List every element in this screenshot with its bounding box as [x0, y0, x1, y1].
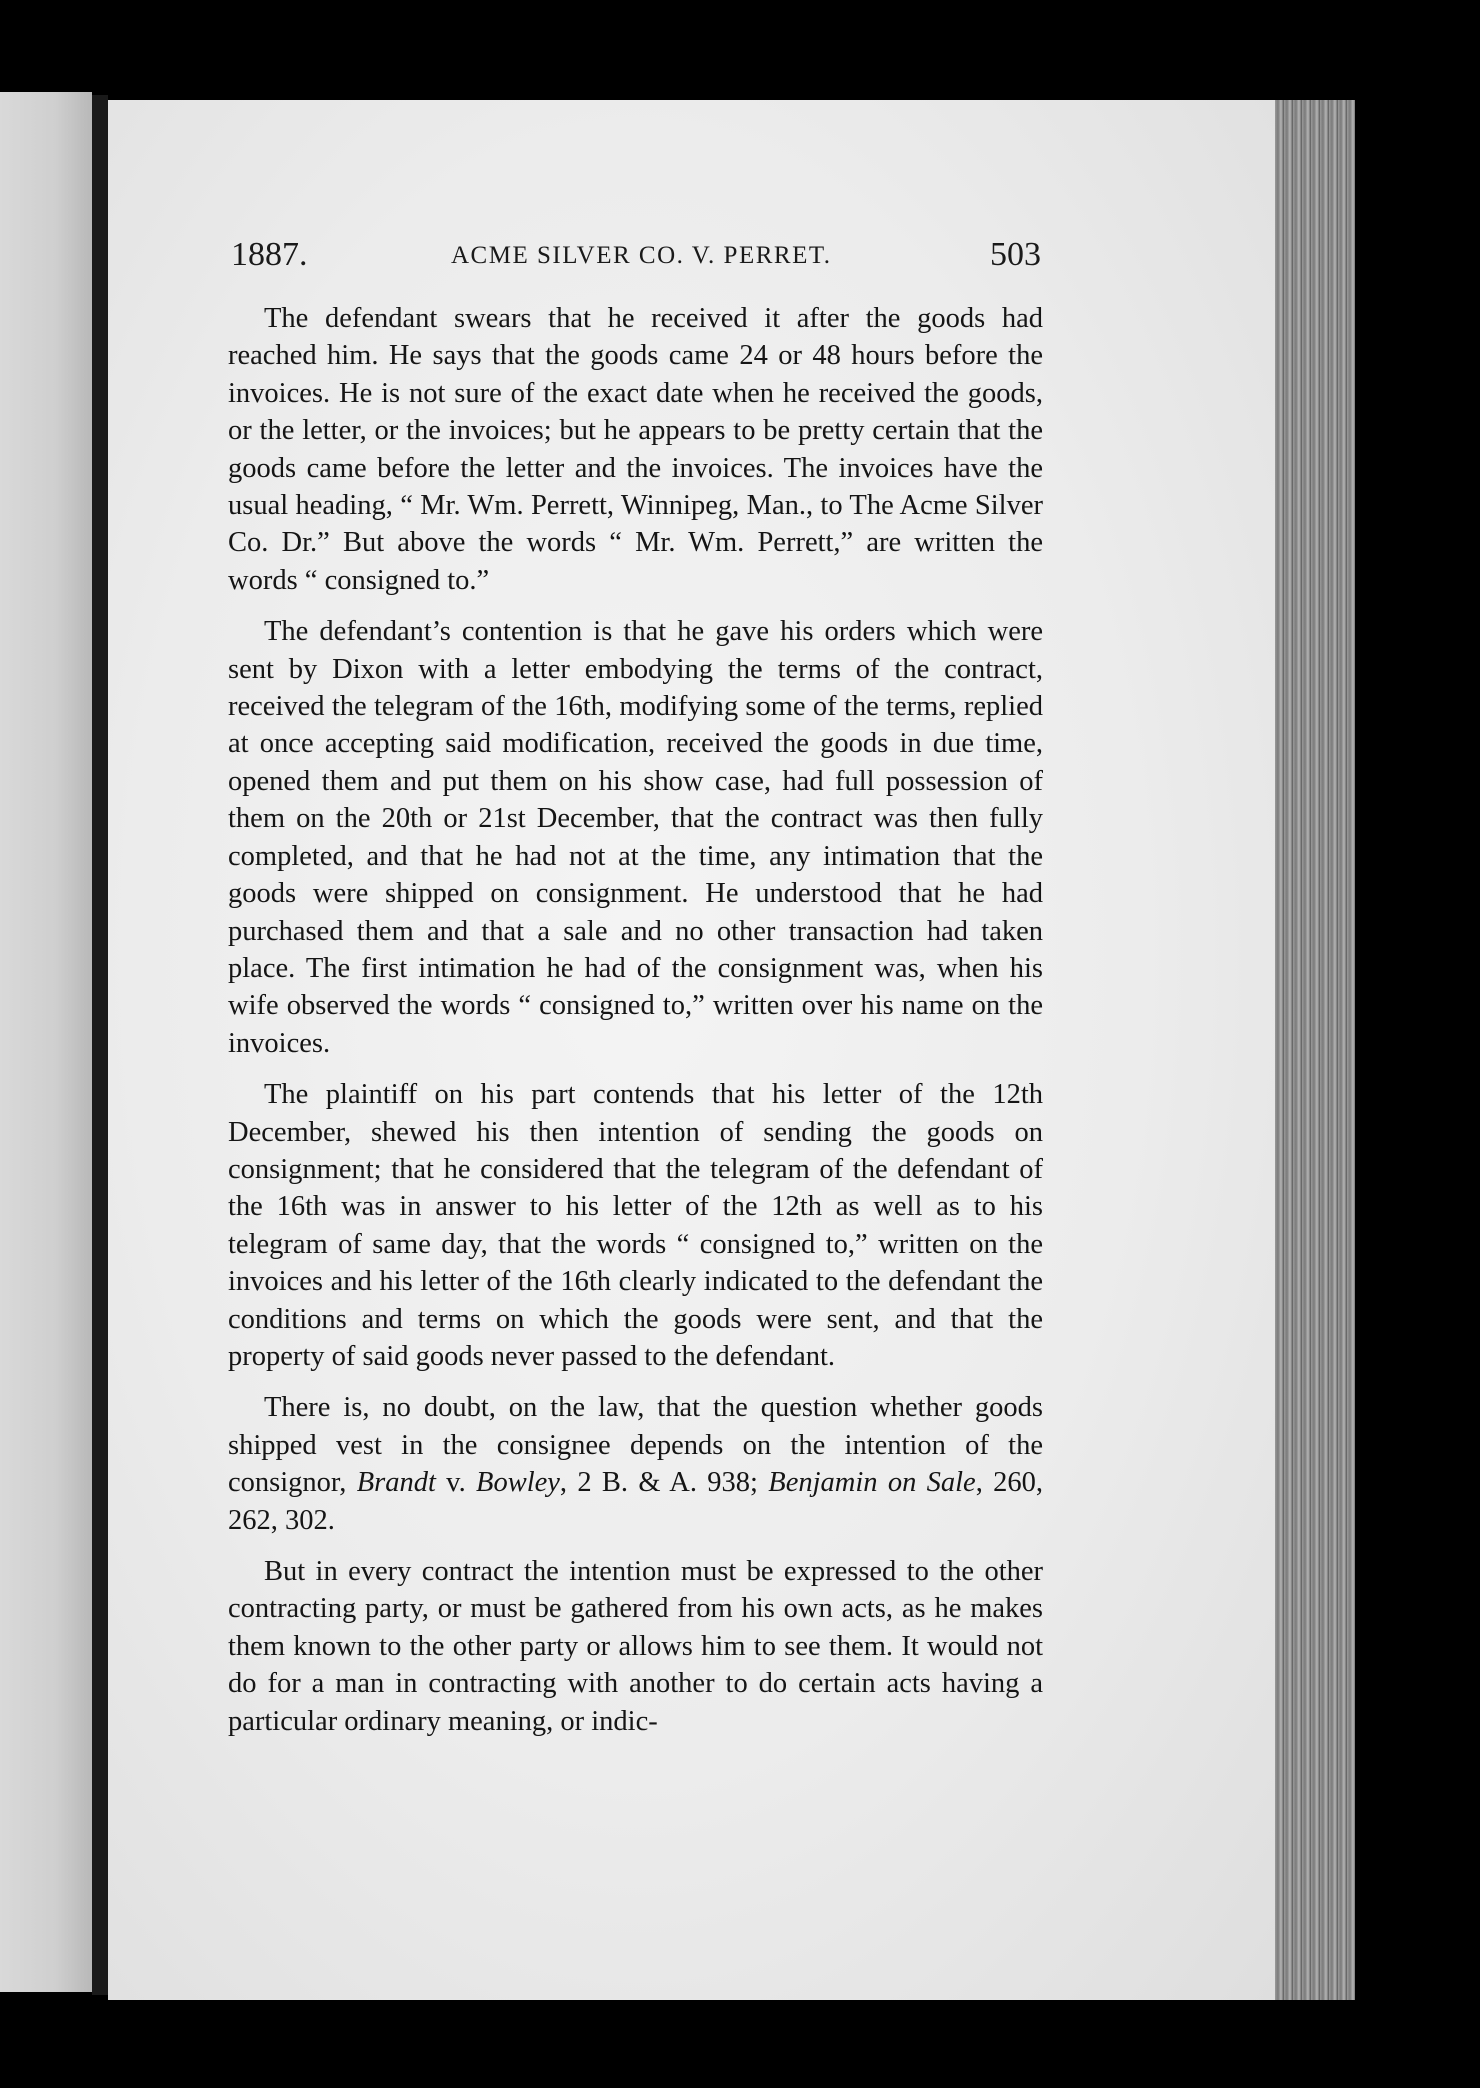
paragraph-5: But in every contract the intention must be expressed to the other contracting party, or must be gathered from his own acts, as he makes them known to the other party or allows him to see them. It would not do for a man in contracting with another to do certain acts having a particular ordinary meaning, or indic- [228, 1556, 1043, 1737]
paragraph-3: The plaintiff on his part contends that his letter of the 12th December, shewed his then intention of sending the goods on consignment; that he considered that the telegram of the defendant of the 16th was in answer to his letter of the 12th as well as to his telegram of same day, that the words “ consigned to,” written on the invoices and his letter of the 16th clearly indicated to the defendant the conditions and terms on which the goods were sent, and that the property of said goods never passed to the defendant. [228, 1079, 1043, 1372]
book-gutter [92, 95, 108, 1995]
paragraph-1: The defendant swears that he received it after the goods had reached him. He says that the goods came 24 or 48 hours before the invoices. He is not sure of the exact date when he received the goods, or the letter, or the invoices; but he appears to be pretty certain that the goods came before the letter and the invoices. The invoices have the usual heading, “ Mr. Wm. Perrett, Winnipeg, Man., to The Acme Silver Co. Dr.” But above the words “ Mr. Wm. Perrett,” are written the words “ consigned to.” [228, 303, 1043, 596]
facing-page-edge [0, 92, 92, 1992]
running-head-title: ACME SILVER CO. V. PERRET. [451, 242, 832, 269]
versus: v. [435, 1467, 477, 1499]
page-number: 503 [990, 236, 1041, 273]
treatise-title: Benjamin on Sale [768, 1467, 976, 1499]
case-name-brandt: Brandt [356, 1467, 436, 1499]
paragraph-2: The defendant’s contention is that he gave his orders which were sent by Dixon with a letter embodying the terms of the contract, received the telegram of the 16th, modifying some of the terms, replied at once accepting said modification, received the goods in due time, opened them and put them on his show case, had full possession of them on the 20th or 21st December, that the contract was then fully completed, and that he had not at the time, any intimation that the goods were shipped on consignment. He understood that he had purchased them and that a sale and no other transaction had taken place. The first intimation he had of the consignment was, when his wife observed the words “ consigned to,” written over his name on the invoices. [228, 616, 1043, 1059]
case-citation: , 2 B. & A. 938; [559, 1467, 769, 1499]
paragraph-4-text: There is, no doubt, on the law, that the question whether goods shipped vest in the consignee depends on the intention of the consignor, [228, 1392, 1043, 1499]
body-text [228, 300, 1043, 1754]
treatise-pages: , 260, 262, 302. [228, 1467, 1044, 1536]
running-head-year: 1887. [231, 236, 308, 273]
case-name-bowley: Bowley [476, 1467, 560, 1499]
page-stack-edge [1275, 100, 1355, 2000]
running-head [231, 236, 1041, 286]
paragraph-4 [228, 1389, 1043, 1539]
